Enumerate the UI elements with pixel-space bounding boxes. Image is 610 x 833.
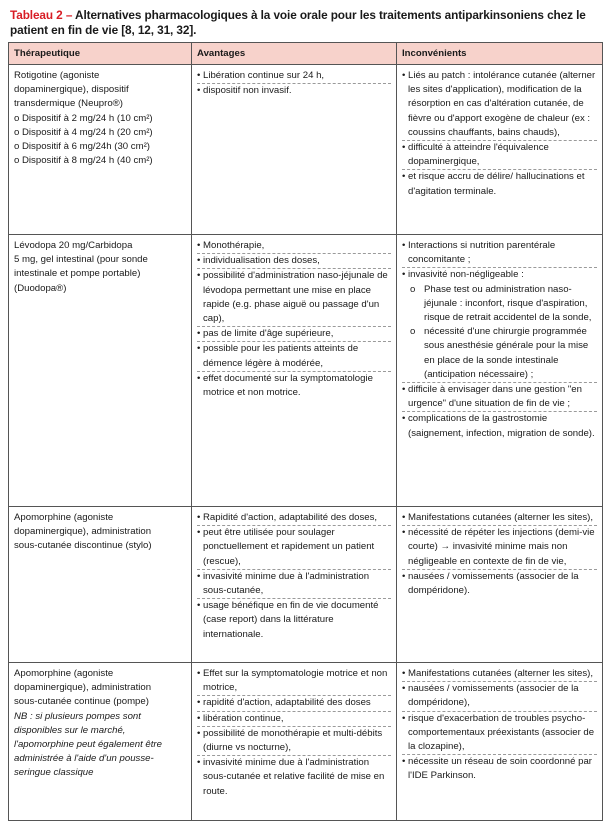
header-inconvenients: Inconvénients: [397, 43, 603, 65]
cell-note: disponibles sur le marché,: [14, 724, 126, 736]
list-item: • invasivité minime due à l'administration sous-cutanée,: [197, 569, 391, 598]
cell-text: dopaminergique), dispositif: [14, 84, 129, 96]
cell-inconvenients: [397, 663, 603, 821]
list-item: • peut être utilisée pour soulager ponctuellement et rapidement un patient (rescue),: [197, 525, 391, 569]
cell-text: Apomorphine (agoniste: [14, 668, 114, 679]
list-item: • possibilité de monothérapie et multi-débits (diurne vs nocturne),: [197, 726, 391, 755]
cell-text: o Dispositif à 6 mg/24h (30 cm²): [14, 141, 150, 153]
list-item: • libération continue,: [197, 711, 391, 726]
list-item: • Monothérapie,: [197, 239, 391, 253]
cell-text: (Duodopa®): [14, 282, 67, 294]
cell-inconvenients: [397, 507, 603, 663]
sub-list-item: o nécessité d'une chirurgie programmée sous anesthésie générale pour la mise en place de la sonde intestinale (anticipation nécessaire) ;: [402, 325, 597, 382]
list-item: • nausées / vomissements (associer de la dompéridone).: [402, 569, 597, 598]
cell-text: o Dispositif à 4 mg/24 h (20 cm²): [14, 126, 153, 138]
cell-avantages: [192, 235, 397, 507]
cell-avantages: [192, 65, 397, 235]
header-avantages: Avantages: [192, 43, 397, 65]
cell-note: l'apomorphine peut également être: [14, 739, 162, 751]
cell-note: administrée à l'aide d'un pousse-: [14, 753, 154, 765]
cell-therapeutique: [9, 507, 192, 663]
cell-text: o Dispositif à 2 mg/24 h (10 cm²): [14, 112, 153, 124]
cell-text: sous-cutanée continue (pompe): [14, 696, 149, 708]
list-item: • difficulté à atteindre l'équivalence dopaminergique,: [402, 140, 597, 169]
cell-inconvenients: [397, 235, 603, 507]
table-row: [9, 663, 603, 821]
list-item: • nécessité de répéter les injections (demi-vie courte) → invasivité minime mais non négligeable en contexte de fin de vie,: [402, 525, 597, 569]
cell-therapeutique: [9, 235, 192, 507]
list-item: • nausées / vomissements (associer de la dompéridone),: [402, 681, 597, 710]
list-item: • Manifestations cutanées (alterner les sites),: [402, 667, 597, 681]
sub-list-item: o Phase test ou administration naso-jéjunale : inconfort, risque d'aspiration, risque de retrait accidentel de la sonde,: [402, 283, 597, 326]
list-item: • usage bénéfique en fin de vie documenté (case report) dans la littérature internationale.: [197, 598, 391, 642]
list-item: • effet documenté sur la symptomatologie motrice et non motrice.: [197, 371, 391, 400]
list-item: • Liés au patch : intolérance cutanée (alterner les sites d'application), modification de la résorption en cas d'altération cutanée, de fièvre ou d'apport exogène de chaleur (ex : coussins chauffants, bains chauds),: [402, 69, 597, 140]
cell-therapeutique: [9, 663, 192, 821]
table-row: [9, 235, 603, 507]
list-item: • risque d'exacerbation de troubles psycho-comportementaux préexistants (associer de la clozapine),: [402, 711, 597, 755]
list-item: • Interactions si nutrition parentérale concomitante ;: [402, 239, 597, 267]
table-caption: [10, 8, 602, 38]
list-item: • Effet sur la symptomatologie motrice et non motrice,: [197, 667, 391, 695]
list-item: • rapidité d'action, adaptabilité des doses: [197, 695, 391, 710]
list-item: • possibilité d'administration naso-jéjunale de lévodopa permettant une mise en place rapide (e.g. phase aiguë ou passage d'un cap),: [197, 268, 391, 326]
table-caption-label: Tableau 2 –: [10, 8, 73, 22]
cell-text: sous-cutanée discontinue (stylo): [14, 540, 152, 552]
cell-note: seringue classique: [14, 767, 94, 779]
list-item: • Libération continue sur 24 h,: [197, 69, 391, 83]
cell-avantages: [192, 507, 397, 663]
list-item: • Manifestations cutanées (alterner les sites),: [402, 511, 597, 525]
list-item: • difficile à envisager dans une gestion "en urgence" d'une situation de fin de vie ;: [402, 382, 597, 411]
cell-inconvenients: [397, 65, 603, 235]
cell-avantages: [192, 663, 397, 821]
list-item: • complications de la gastrostomie (saignement, infection, migration de sonde).: [402, 411, 597, 440]
table-row: [9, 65, 603, 235]
cell-therapeutique: [9, 65, 192, 235]
list-item: • Rapidité d'action, adaptabilité des doses,: [197, 511, 391, 525]
cell-text: Rotigotine (agoniste: [14, 70, 100, 81]
list-item: • individualisation des doses,: [197, 253, 391, 268]
list-item: • et risque accru de délire/ hallucinations et d'agitation terminale.: [402, 169, 597, 198]
cell-text: 5 mg, gel intestinal (pour sonde: [14, 254, 148, 266]
cell-text: Apomorphine (agoniste: [14, 512, 114, 523]
cell-text: intestinale et pompe portable): [14, 268, 141, 280]
cell-text: transdermique (Neupro®): [14, 98, 123, 110]
list-item: • pas de limite d'âge supérieure,: [197, 326, 391, 341]
table-caption-text: Alternatives pharmacologiques à la voie orale pour les traitements antiparkinsoniens chez le patient en fin de vie [8, 12, 31, 32].: [10, 8, 586, 37]
cell-text: dopaminergique), administration: [14, 526, 152, 538]
table-header-row: [9, 43, 603, 65]
cell-text: dopaminergique), administration: [14, 682, 152, 694]
list-item: • possible pour les patients atteints de démence légère à modérée,: [197, 341, 391, 370]
cell-note: NB : si plusieurs pompes sont: [14, 710, 141, 722]
table-row: [9, 507, 603, 663]
cell-text: Lévodopa 20 mg/Carbidopa: [14, 240, 133, 251]
list-item: • dispositif non invasif.: [197, 83, 391, 98]
list-item: • nécessite un réseau de soin coordonné par l'IDE Parkinson.: [402, 754, 597, 783]
cell-text: o Dispositif à 8 mg/24 h (40 cm²): [14, 155, 153, 167]
header-therapeutique: Thérapeutique: [9, 43, 192, 65]
therapeutics-table: [8, 42, 603, 821]
list-item: • invasivité minime due à l'administration sous-cutanée et relative facilité de mise en route.: [197, 755, 391, 799]
list-item: • invasivité non-négligeable :: [402, 267, 597, 282]
